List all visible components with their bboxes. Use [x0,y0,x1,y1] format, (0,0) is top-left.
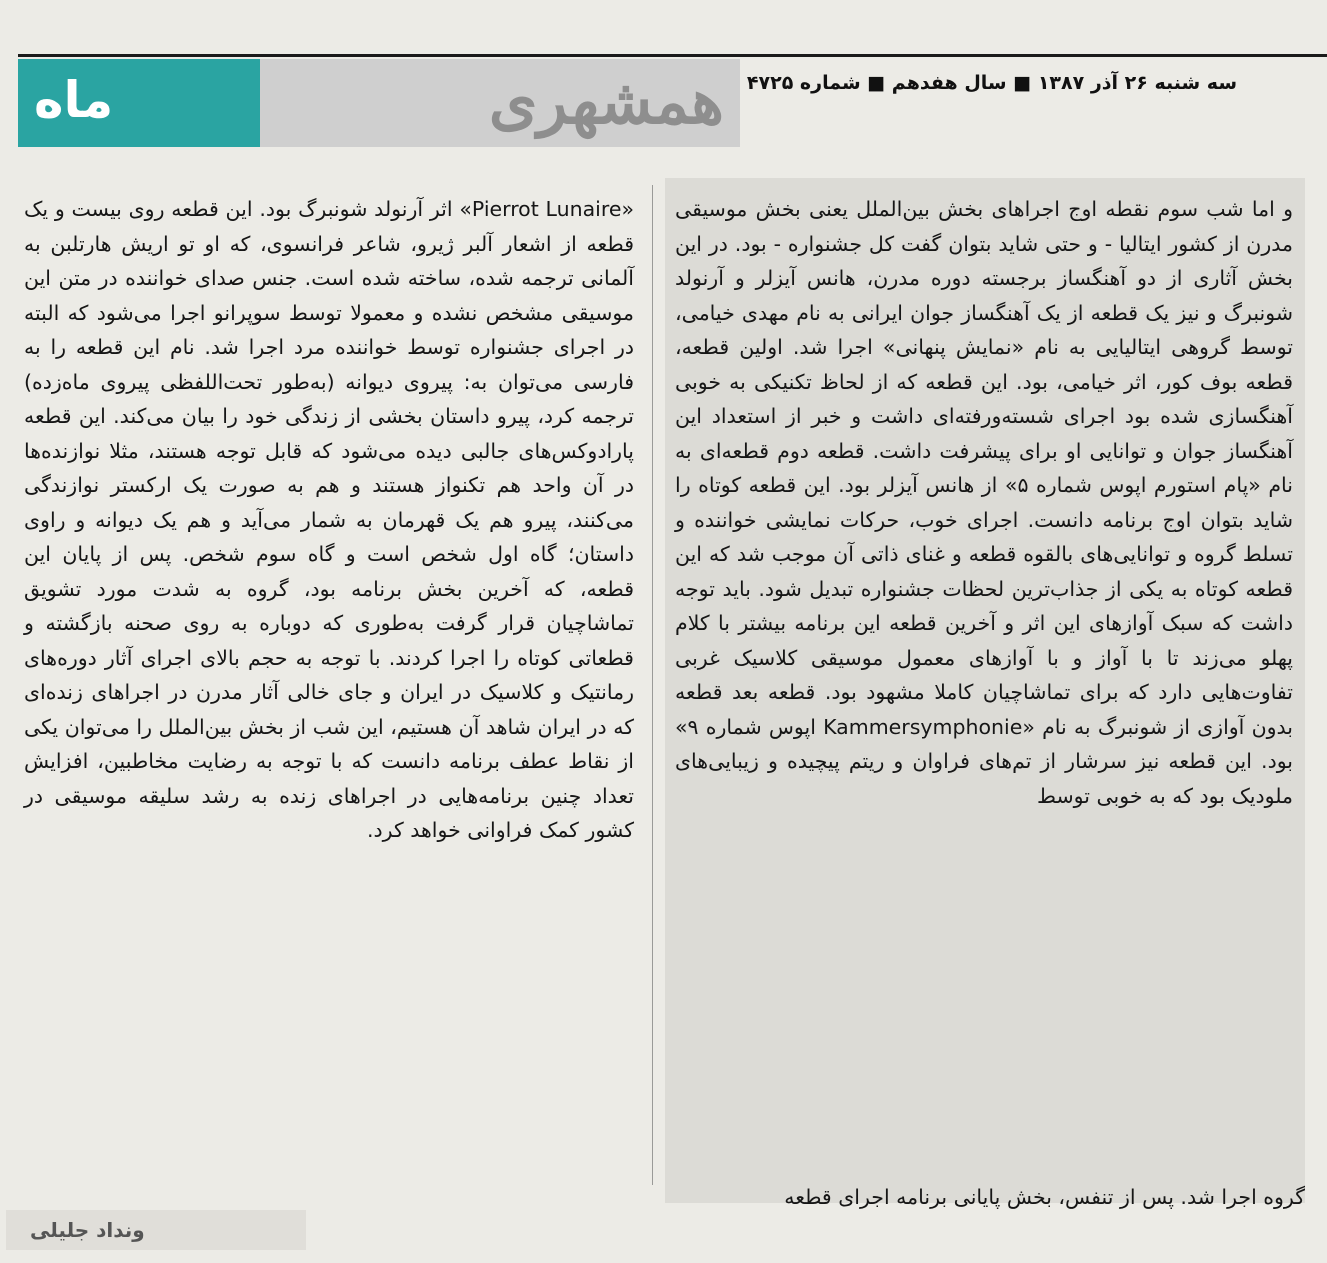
dateline: سه شنبه ۲۶ آذر ۱۳۸۷ ■ سال هفدهم ■ شماره ۴۷۲۵ [746,72,1237,94]
supplement-logo-text: ماه [34,71,114,129]
masthead [18,59,740,147]
column-divider [652,185,653,1185]
article-column-left [14,178,644,1203]
byline: ونداد جلیلی [30,1218,145,1242]
article-paragraph: «Pierrot Lunaire» اثر آرنولد شونبرگ بود. این قطعه روی بیست و یک قطعه از اشعار آلبر ژیرو، شاعر فرانسوی، که او تو اریش هارتلبن به آلمانی ترجمه شده، ساخته شده است. جنس صدای خواننده در متن این موسیقی مشخص نشده و معمولا توسط سوپرانو اجرا می‌شود که البته در اجرای جشنواره توسط خواننده مرد اجرا شد. نام این قطعه را به فارسی می‌توان به: پیروی دیوانه (به‌طور تحت‌اللفظی پیروی ماه‌زده) ترجمه کرد، پیرو داستان بخشی از زندگی خود را بیان می‌کند. این قطعه پارادوکس‌های جالبی دیده می‌شود که قابل توجه هستند، مثلا نوازنده‌ها در آن واحد هم تکنواز هستند و هم به صورت یک ارکستر نوازندگی می‌کنند، پیرو هم یک قهرمان به شمار می‌آید و هم یک دیوانه و راوی داستان؛ گاه اول شخص است و گاه سوم شخص. پس از پایان این قطعه، که آخرین بخش برنامه بود، گروه به شدت مورد تشویق تماشاچیان قرار گرفت به‌طوری که دوباره به روی صحنه بازگشته و قطعاتی کوتاه را اجرا کردند. با توجه به حجم بالای اجرای آثار دوره‌های رمانتیک و کلاسیک در ایران و جای خالی آثار مدرن در اجراهای زنده‌ای که در ایران شاهد آن هستیم، این شب از بخش بین‌الملل را می‌توان یکی از نقاط عطف برنامه دانست که با توجه به رضایت مخاطبین، افزایش تعداد چنین برنامه‌هایی در اجراهای زنده به رشد سلیقه موسیقی در کشور کمک فراوانی خواهد کرد. [24,197,634,842]
article-paragraph: و اما شب سوم نقطه اوج اجراهای بخش بین‌الملل یعنی بخش موسیقی مدرن از کشور ایتالیا - و حتی شاید بتوان گفت کل جشنواره - بود. در این بخش آثاری از دو آهنگساز برجسته دوره مدرن، هانس آیزلر و آرنولد شونبرگ و نیز یک قطعه از یک آهنگساز جوان ایرانی به نام مهدی خیامی، توسط گروهی ایتالیایی به نام «نمایش پنهانی» اجرا شد. اولین قطعه، قطعه بوف کور، اثر خیامی، بود. این قطعه که از لحاظ تکنیکی به خوبی آهنگسازی شده بود اجرای شسته‌ورفته‌ای داشت و خبر از استعداد این آهنگساز جوان و توانایی او برای پیشرفت داشت. قطعه دوم قطعه‌ای به نام «پام استورم اپوس شماره ۵» از هانس آیزلر بود. این قطعه کوتاه را شاید بتوان اوج برنامه دانست. اجرای خوب، حرکات نمایشی خواننده و تسلط گروه و توانایی‌های بالقوه قطعه و غنای ذاتی آن موجب شد که این قطعه کوتاه به یکی از جذاب‌ترین لحظات جشنواره تبدیل شود. باید توجه داشت که سبک آوازهای این اثر و آخرین قطعه این برنامه بیشتر با کلام پهلو می‌زند تا با آواز و با آوازهای معمول موسیقی کلاسیک غربی تفاوت‌هایی دارد که برای تماشاچیان کاملا مشهود بود. قطعه بعد قطعه بدون آوازی از شونبرگ به نام «Kammersymphonie اپوس شماره ۹» بود. این قطعه نیز سرشار از تم‌های فراوان و ریتم پیچیده و زیبایی‌های ملودیک بود که به خوبی توسط [675,197,1293,808]
supplement-logo [18,59,260,147]
newspaper-logo-text: همشهری [488,65,724,138]
article-continuation-line: گروه اجرا شد. پس از تنفس، بخش پایانی برنامه اجرای قطعه [784,1185,1305,1209]
article-column-right [665,178,1305,1203]
newspaper-logo [260,59,740,147]
top-rule [18,54,1327,57]
